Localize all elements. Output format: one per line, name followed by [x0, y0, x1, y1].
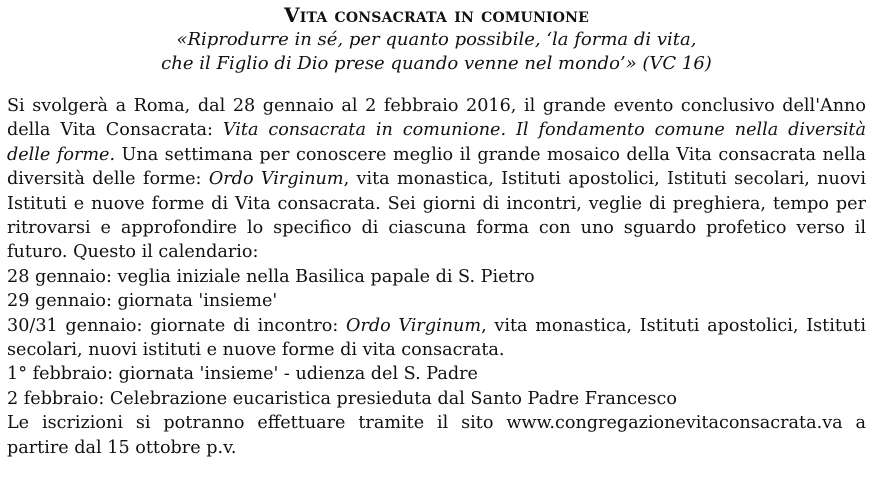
ordo-virginum-italic: Ordo Virginum: [208, 169, 344, 190]
document-title: Vita consacrata in comunione: [284, 3, 589, 27]
intro-text-3: , vita monastica, Istituti apostolici, Istituti secolari, nuovi Istituti e nuove forme di Vita consacrata. Sei giorni di incontri, veglie di preghiera, tempo per ritrovarsi e approfondire lo specifico di ciascuna forma con uno sguardo profetico verso il futuro. Questo il calendario:: [7, 169, 866, 263]
intro-text-2: Una settimana per conoscere meglio il grande mosaico della Vita consacrata nella diversità delle forme:: [7, 144, 866, 190]
calendar-day-1: 28 gennaio: veglia iniziale nella Basilica papale di S. Pietro: [7, 266, 535, 287]
calendar-day-3-text-2: , vita monastica, Istituti apostolici, Istituti secolari, nuovi istituti e nuove forme di vita consacrata.: [7, 315, 866, 361]
document-body: [7, 94, 866, 460]
calendar-day-5: 2 febbraio: Celebrazione eucaristica presieduta dal Santo Padre Francesco: [7, 388, 677, 409]
intro-text-1: Si svolgerà a Roma, dal 28 gennaio al 2 febbraio 2016, il grande evento conclusivo dell'Anno della Vita Consacrata:: [7, 96, 866, 141]
subtitle-quote-line-2: che il Figlio di Dio prese quando venne nel mondo’» (VC 16): [161, 53, 712, 74]
event-title-italic: Vita consacrata in comunione. Il fondamento comune nella diversità delle forme.: [7, 120, 866, 165]
calendar-day-2: 29 gennaio: giornata 'insieme': [7, 291, 278, 312]
subtitle-quote-line-1: «Riprodurre in sé, per quanto possibile, ‘la forma di vita,: [176, 29, 697, 50]
title-block: [7, 0, 866, 76]
calendar-day-3: [7, 314, 866, 363]
calendar-day-3-italic: Ordo Virginum: [346, 315, 482, 336]
registration-paragraph: Le iscrizioni si potranno effettuare tramite il sito www.congregazionevitaconsacrata.va a partire dal 15 ottobre p.v.: [7, 413, 866, 458]
calendar-day-4: 1° febbraio: giornata 'insieme' - udienza del S. Padre: [7, 364, 478, 385]
calendar-day-3-text-1: 30/31 gennaio: giornate di incontro:: [7, 315, 347, 336]
intro-paragraph: [7, 94, 866, 265]
